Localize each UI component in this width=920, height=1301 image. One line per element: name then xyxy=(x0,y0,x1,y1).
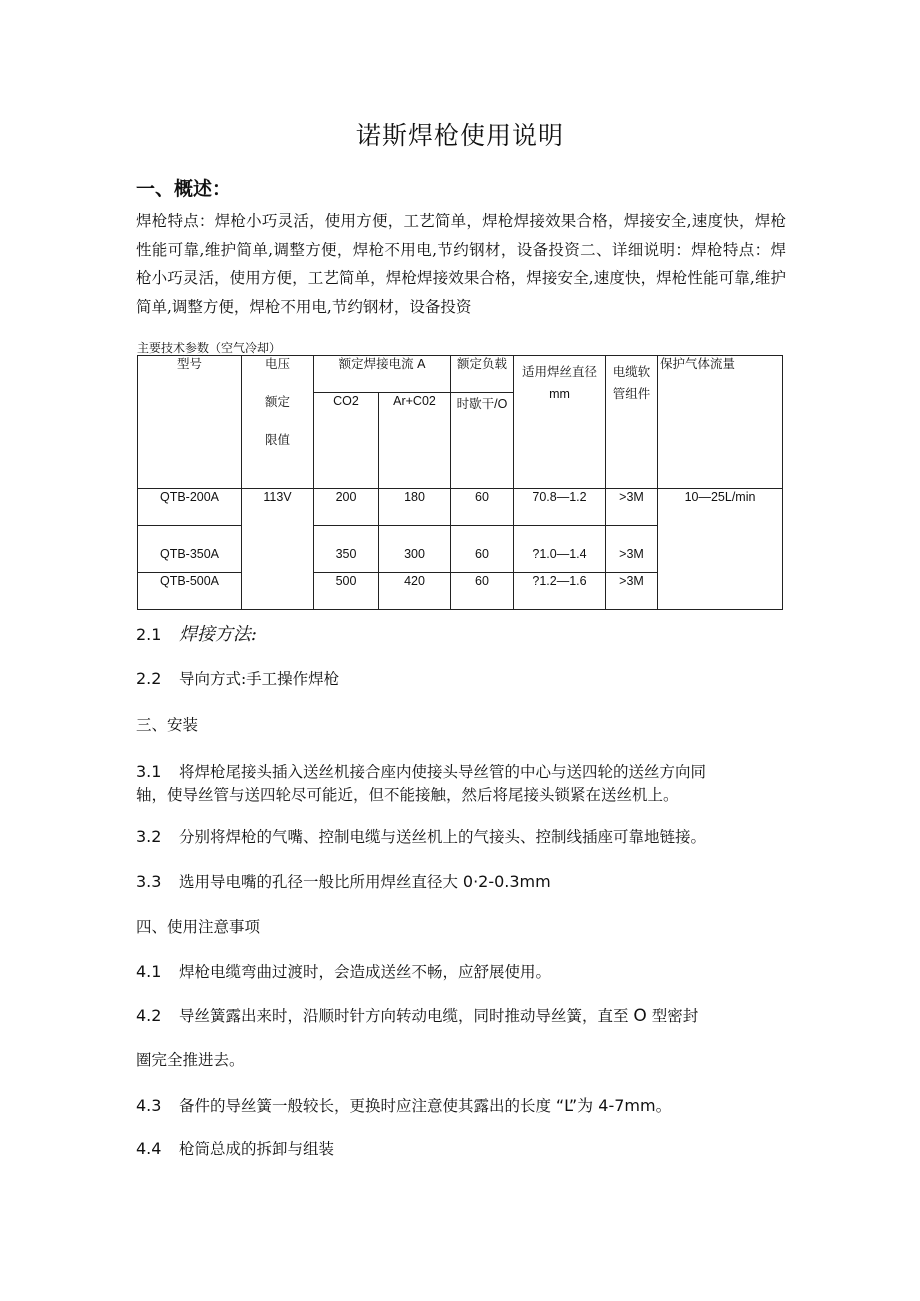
section-4-3: 4.3 备件的导丝簧一般较长，更换时应注意使其露出的长度 “L”为 4-7mm。 xyxy=(136,1096,672,1115)
cell-voltage: 113V xyxy=(242,489,314,610)
cell-cable: >3M xyxy=(606,489,658,526)
section-3-1-cont: 轴，使导丝管与送四轮尽可能近，但不能接触，然后将尾接头锁紧在送丝机上。 xyxy=(136,786,679,804)
section-3-3: 3.3 选用导电嘴的孔径一般比所用焊丝直径大 0·2-0.3mm xyxy=(136,872,551,891)
cell-wire: ?1.0—1.4 xyxy=(514,526,606,573)
cell-model: QTB-350A xyxy=(138,526,242,573)
header-gas-flow: 保护气体流量 xyxy=(658,356,783,489)
section-2-1: 2.1 焊接方法: xyxy=(136,624,258,645)
header-duty: 额定负载 xyxy=(451,356,514,393)
section-3-1: 3.1 将焊枪尾接头插入送丝机接合座内使接头导丝管的中心与送四轮的送丝方向同 xyxy=(136,762,706,781)
document-title: 诺斯焊枪使用说明 xyxy=(355,121,564,150)
header-wire-diameter: 适用焊丝直径 mm xyxy=(514,356,606,489)
header-duty-sub: 时歇干/O xyxy=(451,393,514,489)
table-caption: 主要技术参数（空气冷却） xyxy=(137,341,282,355)
cell-model: QTB-200A xyxy=(138,489,242,526)
header-co2: CO2 xyxy=(314,393,379,489)
header-rated-current: 额定焊接电流 A xyxy=(314,356,451,393)
cell-duty: 60 xyxy=(451,489,514,526)
cell-wire: ?1.2—1.6 xyxy=(514,573,606,610)
cell-cable: >3M xyxy=(606,526,658,573)
section-2-2: 2.2 导向方式:手工操作焊枪 xyxy=(136,669,340,688)
cell-wire: 70.8—1.2 xyxy=(514,489,606,526)
header-cable: 电缆软 管组件 xyxy=(606,356,658,489)
section-heading-notes: 四、使用注意事项 xyxy=(136,918,261,936)
cell-co2: 350 xyxy=(314,526,379,573)
cell-ar: 300 xyxy=(379,526,451,573)
cell-ar: 180 xyxy=(379,489,451,526)
cell-ar: 420 xyxy=(379,573,451,610)
spec-table xyxy=(137,355,783,610)
section-4-1: 4.1 焊枪电缆弯曲过渡时，会造成送丝不畅，应舒展使用。 xyxy=(136,962,551,981)
section-4-4: 4.4 枪筒总成的拆卸与组装 xyxy=(136,1139,334,1158)
header-voltage: 电压 额定 限值 xyxy=(242,356,314,489)
cell-gas-flow: 10—25L/min xyxy=(658,489,783,610)
table-row xyxy=(138,489,783,526)
cell-duty: 60 xyxy=(451,573,514,610)
section-4-2-cont: 圈完全推进去。 xyxy=(136,1051,245,1069)
header-ar: Ar+C02 xyxy=(379,393,451,489)
section-3-2: 3.2 分别将焊枪的气嘴、控制电缆与送丝机上的气接头、控制线插座可靠地链接。 xyxy=(136,827,706,846)
cell-duty: 60 xyxy=(451,526,514,573)
cell-co2: 200 xyxy=(314,489,379,526)
overview-paragraph: 焊枪特点：焊枪小巧灵活，使用方便，工艺简单，焊枪焊接效果合格，焊接安全,速度快，焊枪性能可靠,维护简单,调整方便，焊枪不用电,节约钢材，设备投资二、详细说明：焊枪特点：焊枪小巧灵活，使用方便，工艺简单，焊枪焊接效果合格，焊接安全,速度快，焊枪性能可靠,维护简单,调整方便，焊枪不用电,节约钢材，设备投资 xyxy=(136,212,786,316)
cell-co2: 500 xyxy=(314,573,379,610)
section-heading-install: 三、安装 xyxy=(136,716,199,734)
section-4-2: 4.2 导丝簧露出来时，沿顺时针方向转动电缆，同时推动导丝簧，直至 O 型密封 xyxy=(136,1006,699,1026)
header-model: 型号 xyxy=(138,356,242,489)
cell-model: QTB-500A xyxy=(138,573,242,610)
section-heading-overview: 一、概述： xyxy=(136,178,232,200)
cell-cable: >3M xyxy=(606,573,658,610)
